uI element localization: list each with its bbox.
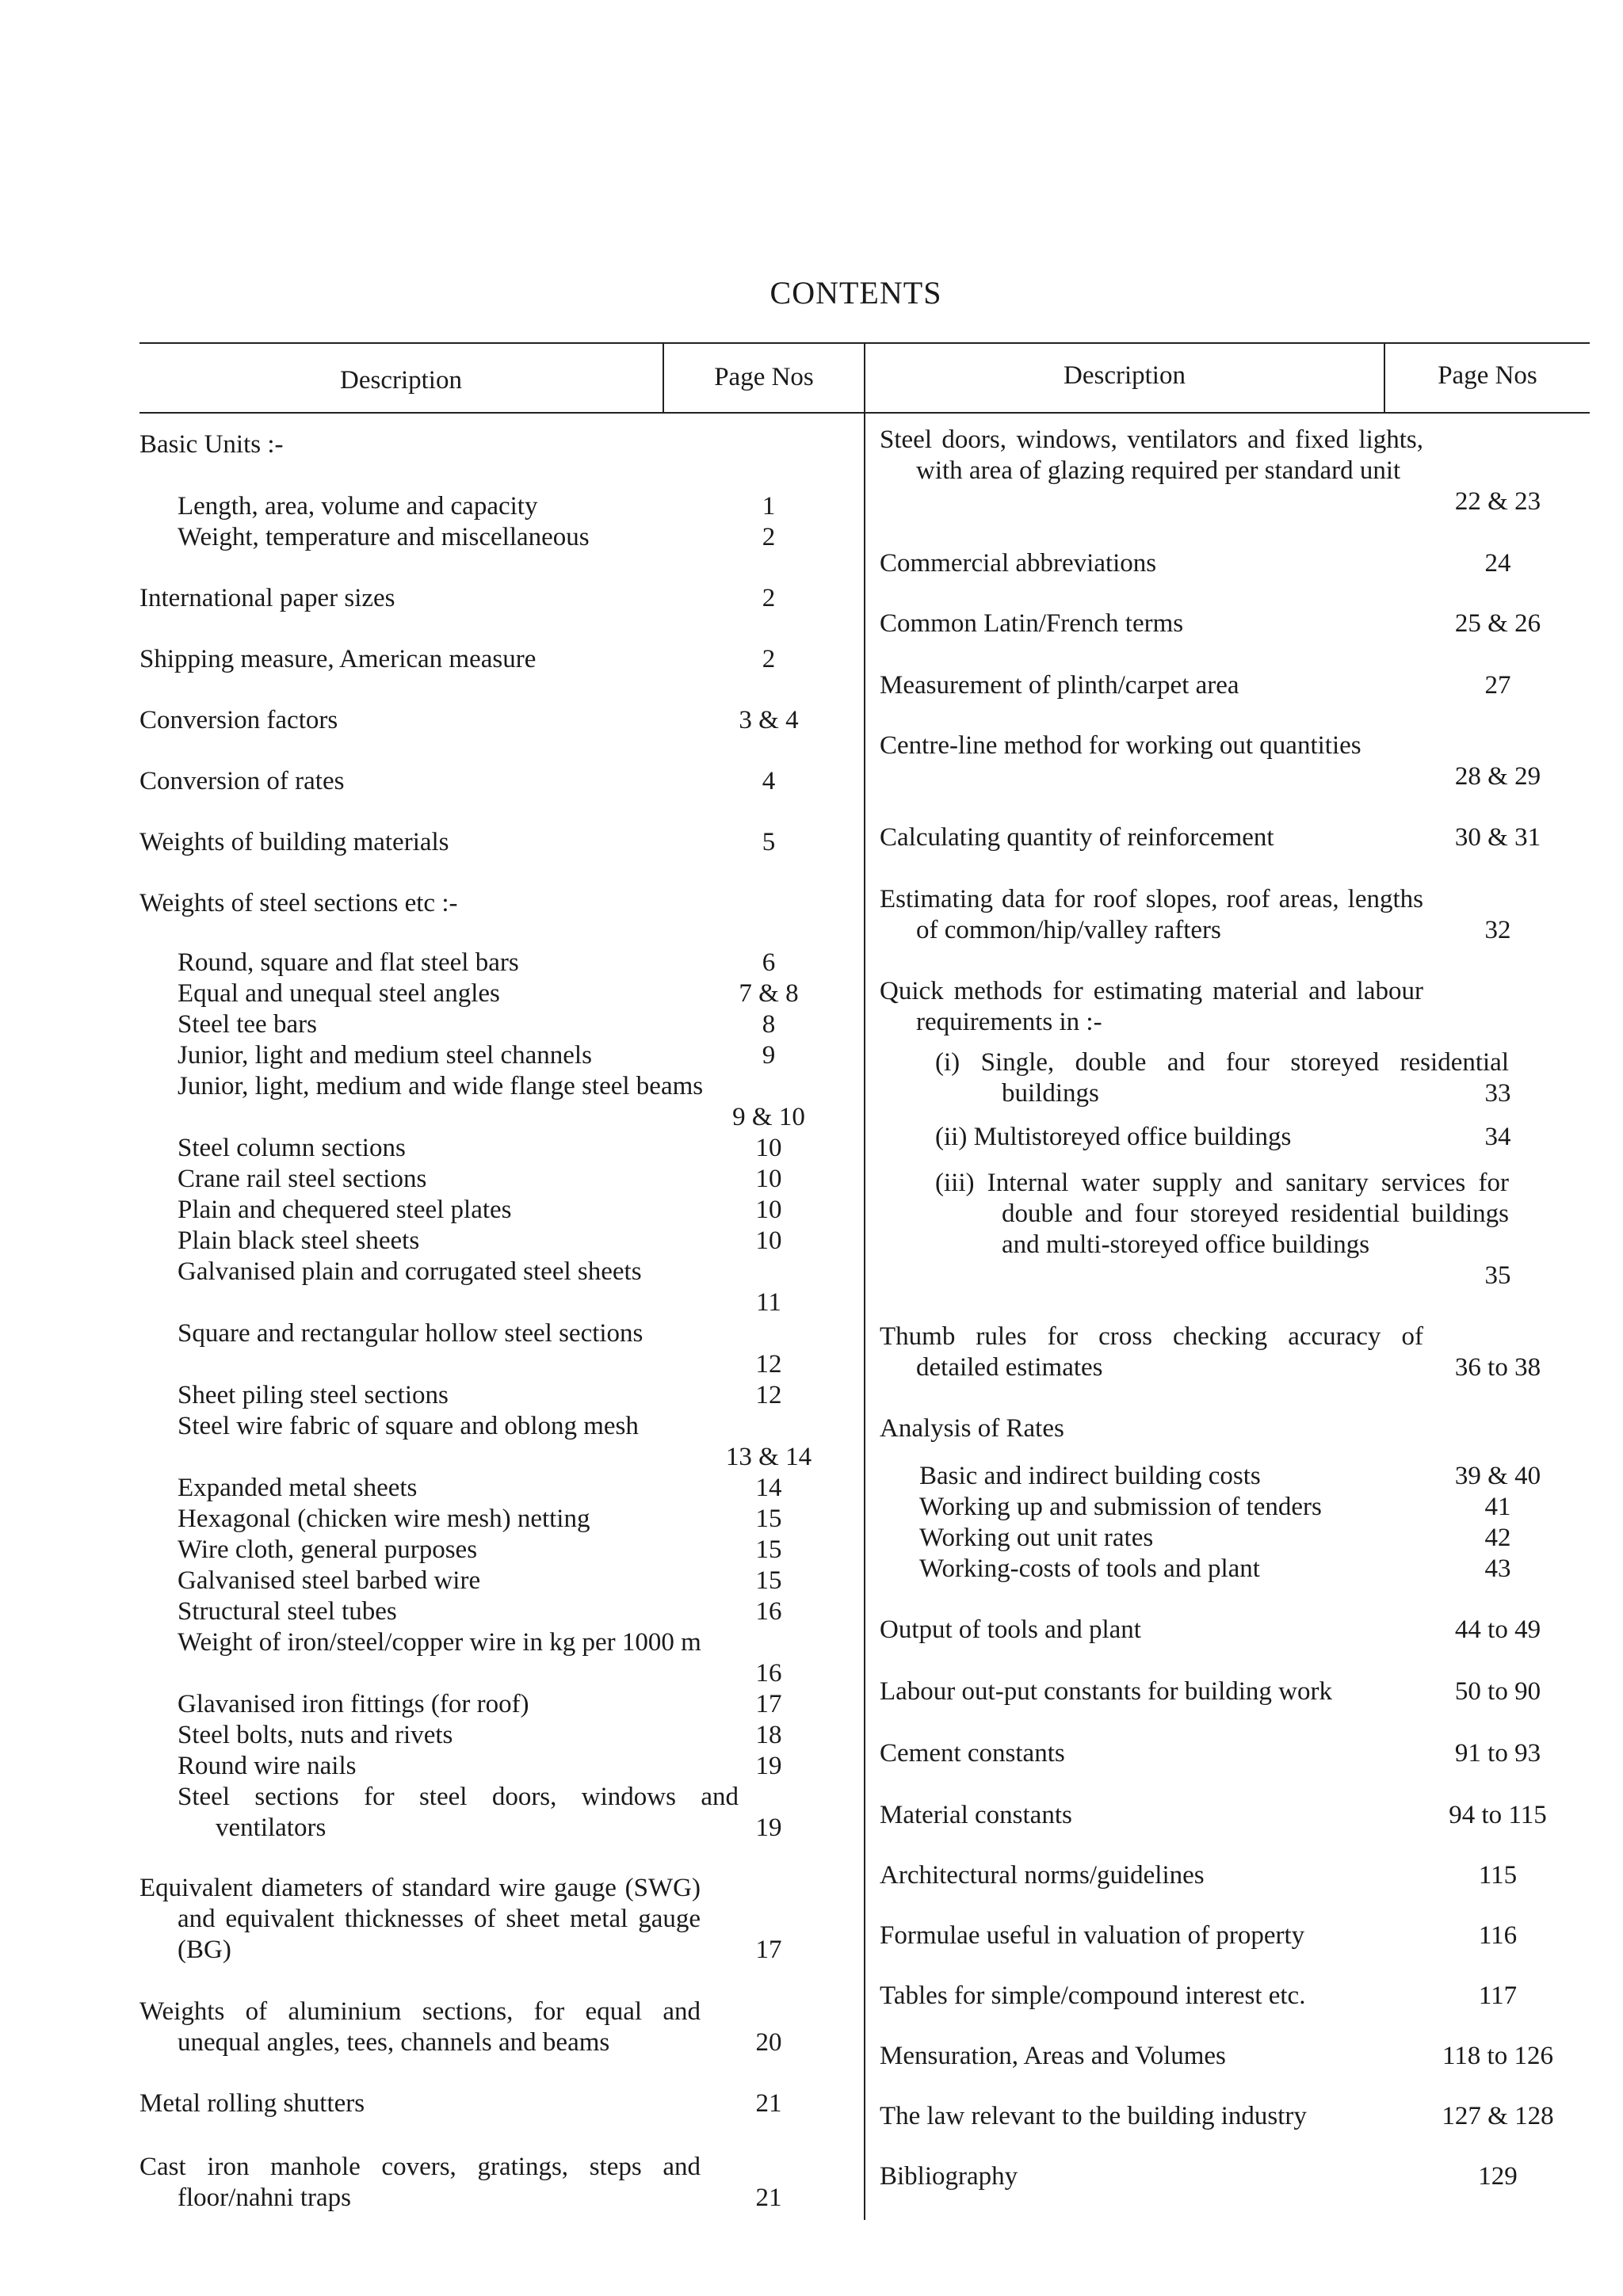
- left-page-header: Page Nos: [714, 363, 814, 391]
- right-description-header: Description: [1064, 361, 1186, 390]
- left-description-header: Description: [340, 366, 462, 395]
- page-title: CONTENTS: [769, 275, 942, 311]
- right-page-header: Page Nos: [1438, 361, 1537, 390]
